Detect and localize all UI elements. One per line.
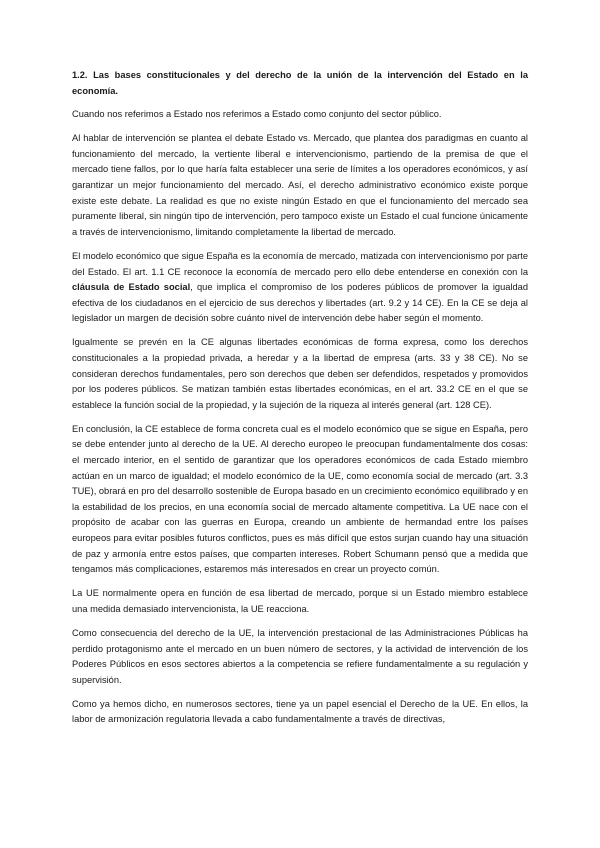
section-title: Las bases constitucionales y del derecho de la unión de la intervención del Estado en la economía. — [72, 70, 528, 96]
document-page — [72, 68, 528, 737]
paragraph-3-bold-term: cláusula de Estado social — [72, 282, 191, 293]
paragraph-1: Cuando nos referimos a Estado nos referimos a Estado como conjunto del sector público. — [72, 109, 442, 120]
paragraph-8: Como ya hemos dicho, en numerosos sectores, tiene ya un papel esencial el Derecho de la UE. En ellos, la labor de armonización regulatoria llevada a cabo fundamentalmente a través de directivas, — [72, 698, 528, 725]
paragraph-2: Al hablar de intervención se plantea el debate Estado vs. Mercado, que plantea dos paradigmas en cuanto al funcionamiento del mercado, la vertiente liberal e intervencionismo, partiendo de la premisa de que el mercado tiene fallos, por lo que haría falta establecer una serie de límites a los operadores económicos, y así garantizar un mejor funcionamiento del mercado. Así, el derecho administrativo económico existe porque existe este debate. La realidad es que no existe ningún Estado en que el funcionamiento del mercado sea puramente liberal, sin ningún tipo de intervención, pero tampoco existe un Estado el cual funcione únicamente a través de intervencionismo, limitando completamente la libertad de mercado. — [72, 133, 528, 237]
section-number: 1.2. — [72, 70, 88, 80]
paragraph-7: Como consecuencia del derecho de la UE, la intervención prestacional de las Administraciones Públicas ha perdido protagonismo ante el mercado en un buen número de sectores, y la actividad de intervención de los Poderes Públicos en esos sectores abiertos a la competencia se refiere fundamentalmente a su regulación y supervisión. — [72, 628, 528, 685]
paragraph-3 — [72, 249, 528, 327]
paragraph-3-text-end: , que implica el compromiso de los poderes públicos de promover la igualdad efectiva de los ciudadanos en el ejercicio de sus derechos y libertades (art. 9.2 y 14 CE). En la CE se deja al legislador un margen de decisión sobre cuánto nivel de intervención debe haber según el momento. — [72, 282, 528, 324]
paragraph-4: Igualmente se prevén en la CE algunas libertades económicas de forma expresa, como los derechos constitucionales a la propiedad privada, a heredar y a la libertad de empresa (arts. 33 y 38 CE). No se consideran derechos fundamentales, pero son derechos que deben ser defendidos, respetados y promovidos por los poderes públicos. Se matizan también estas libertades económicas, en el art. 33.2 CE en el que se establece la función social de la propiedad, y la sujeción de la riqueza al interés general (art. 128 CE). — [72, 337, 528, 410]
paragraph-3-text-start: El modelo económico que sigue España es la economía de mercado, matizada con intervencionismo por parte del Estado. El art. 1.1 CE reconoce la economía de mercado pero ello debe entenderse en conexión con la — [72, 250, 528, 277]
paragraph-6: La UE normalmente opera en función de esa libertad de mercado, porque si un Estado miembro establece una medida demasiado intervencionista, la UE reacciona. — [72, 588, 528, 614]
section-heading — [72, 68, 528, 99]
paragraph-5: En conclusión, la CE establece de forma concreta cual es el modelo económico que se sigue en España, pero se debe entender junto al derecho de la UE. Al derecho europeo le preocupan fundamentalmente dos cosas: el mercado interior, en el sentido de garantizar que los operadores económicos de cada Estado miembro actúan en un marco de igualdad; el modelo económico de la UE, como economía social de mercado (art. 3.3 TUE), obrará en pro del desarrollo sostenible de Europa basado en un crecimiento económico equilibrado y en la estabilidad de los precios, en una economía social de mercado altamente competitiva. La UE nace con el propósito de acabar con las guerras en Europa, creando un ambiente de hermandad entre los países europeos para evitar posibles futuros conflictos, pues es más difícil que estos surjan cuando hay una situación de paz y armonía entre estos países, que comparten intereses. Robert Schumann pensó que a medida que tengamos más complicaciones, estaremos más interesados en crear un proyecto común. — [72, 423, 528, 575]
